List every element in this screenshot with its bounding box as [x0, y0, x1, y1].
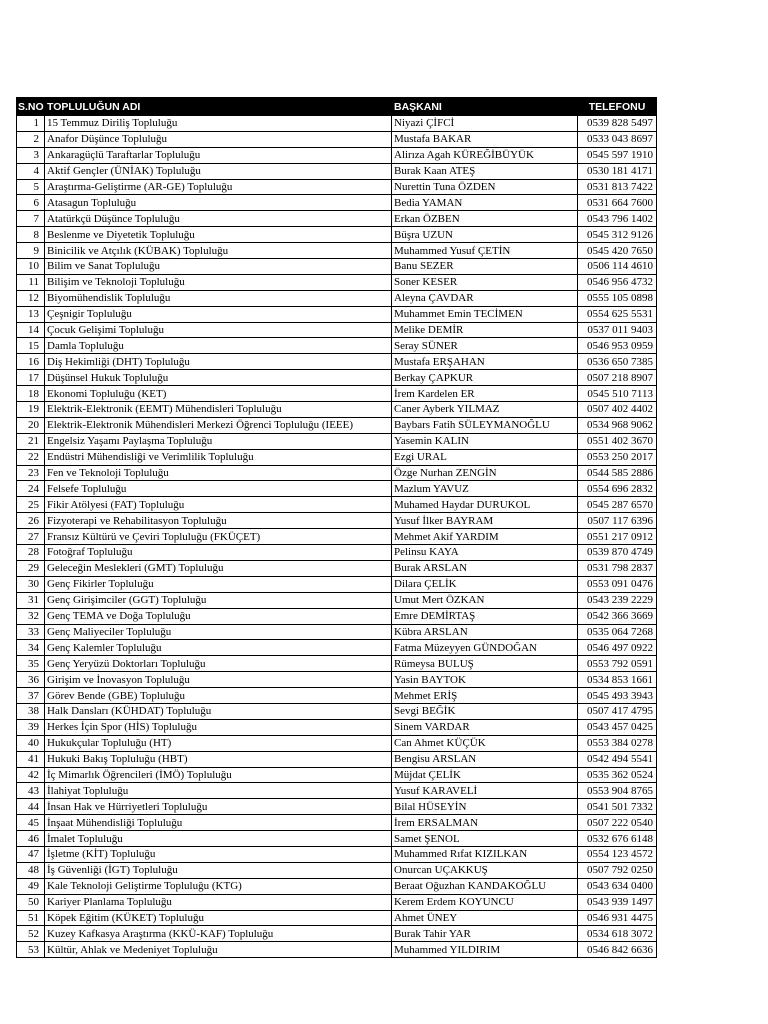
row-number: 27: [17, 529, 45, 545]
row-number: 51: [17, 910, 45, 926]
row-number: 2: [17, 131, 45, 147]
club-name-cell: Genç Maliyeciler Topluluğu: [45, 624, 392, 640]
president-cell: Burak Tahir YAR: [392, 926, 578, 942]
president-cell: Sevgi BEĞİK: [392, 703, 578, 719]
president-cell: Muhammed Rıfat KIZILKAN: [392, 846, 578, 862]
table-row: [17, 497, 657, 513]
club-name-cell: Biyomühendislik Topluluğu: [45, 290, 392, 306]
table-row: [17, 513, 657, 529]
clubs-table: [16, 97, 657, 958]
table-row: [17, 703, 657, 719]
row-number: 35: [17, 656, 45, 672]
club-name-cell: Kale Teknoloji Geliştirme Topluluğu (KTG): [45, 878, 392, 894]
table-row: [17, 783, 657, 799]
table-row: [17, 767, 657, 783]
row-number: 28: [17, 545, 45, 561]
president-cell: Dilara ÇELİK: [392, 576, 578, 592]
phone-cell: 0530 181 4171: [578, 163, 657, 179]
table-row: [17, 243, 657, 259]
table-row: [17, 846, 657, 862]
row-number: 53: [17, 942, 45, 958]
row-number: 41: [17, 751, 45, 767]
president-cell: Baybars Fatih SÜLEYMANOĞLU: [392, 417, 578, 433]
club-name-cell: Damla Topluluğu: [45, 338, 392, 354]
phone-cell: 0531 813 7422: [578, 179, 657, 195]
table-row: [17, 449, 657, 465]
president-cell: Muhammed YILDIRIM: [392, 942, 578, 958]
club-name-cell: İlahiyat Topluluğu: [45, 783, 392, 799]
club-name-cell: Fotoğraf Topluluğu: [45, 545, 392, 561]
president-cell: Mazlum YAVUZ: [392, 481, 578, 497]
phone-cell: 0531 798 2837: [578, 560, 657, 576]
row-number: 24: [17, 481, 45, 497]
table-row: [17, 290, 657, 306]
phone-cell: 0545 510 7113: [578, 386, 657, 402]
president-cell: Kübra ARSLAN: [392, 624, 578, 640]
phone-cell: 0545 597 1910: [578, 147, 657, 163]
president-cell: Özge Nurhan ZENGİN: [392, 465, 578, 481]
phone-cell: 0534 853 1661: [578, 672, 657, 688]
row-number: 18: [17, 386, 45, 402]
club-name-cell: Kuzey Kafkasya Araştırma (KKÜ-KAF) Topluluğu: [45, 926, 392, 942]
table-row: [17, 719, 657, 735]
president-cell: Beraat Oğuzhan KANDAKOĞLU: [392, 878, 578, 894]
table-row: [17, 672, 657, 688]
row-number: 19: [17, 402, 45, 418]
club-name-cell: Kariyer Planlama Topluluğu: [45, 894, 392, 910]
table-row: [17, 910, 657, 926]
president-cell: Pelinsu KAYA: [392, 545, 578, 561]
president-cell: Mustafa ERŞAHAN: [392, 354, 578, 370]
phone-cell: 0507 222 0540: [578, 815, 657, 831]
president-cell: Erkan ÖZBEN: [392, 211, 578, 227]
club-name-cell: İç Mimarlık Öğrencileri (İMÖ) Topluluğu: [45, 767, 392, 783]
club-name-cell: Fikir Atölyesi (FAT) Topluluğu: [45, 497, 392, 513]
phone-cell: 0543 457 0425: [578, 719, 657, 735]
table-row: [17, 545, 657, 561]
phone-cell: 0553 250 2017: [578, 449, 657, 465]
president-cell: Burak Kaan ATEŞ: [392, 163, 578, 179]
club-name-cell: Felsefe Topluluğu: [45, 481, 392, 497]
phone-cell: 0553 384 0278: [578, 735, 657, 751]
president-cell: İrem ERSALMAN: [392, 815, 578, 831]
president-cell: Rümeysa BULUŞ: [392, 656, 578, 672]
club-name-cell: Geleceğin Meslekleri (GMT) Topluluğu: [45, 560, 392, 576]
club-name-cell: İmalet Topluluğu: [45, 831, 392, 847]
president-cell: Can Ahmet KÜÇÜK: [392, 735, 578, 751]
table-row: [17, 481, 657, 497]
row-number: 33: [17, 624, 45, 640]
president-cell: Muhammed Yusuf ÇETİN: [392, 243, 578, 259]
phone-cell: 0546 953 0959: [578, 338, 657, 354]
phone-cell: 0507 417 4795: [578, 703, 657, 719]
row-number: 37: [17, 688, 45, 704]
president-cell: Onurcan UÇAKKUŞ: [392, 862, 578, 878]
president-cell: Ahmet ÜNEY: [392, 910, 578, 926]
club-name-cell: Fransız Kültürü ve Çeviri Topluluğu (FKÜÇET): [45, 529, 392, 545]
table-row: [17, 640, 657, 656]
row-number: 40: [17, 735, 45, 751]
club-name-cell: Atasagun Topluluğu: [45, 195, 392, 211]
president-cell: Fatma Müzeyyen GÜNDOĞAN: [392, 640, 578, 656]
phone-cell: 0542 366 3669: [578, 608, 657, 624]
president-cell: Bilal HÜSEYİN: [392, 799, 578, 815]
club-name-cell: 15 Temmuz Diriliş Topluluğu: [45, 116, 392, 132]
phone-cell: 0535 362 0524: [578, 767, 657, 783]
table-row: [17, 465, 657, 481]
row-number: 5: [17, 179, 45, 195]
table-row: [17, 259, 657, 275]
phone-cell: 0553 091 0476: [578, 576, 657, 592]
row-number: 31: [17, 592, 45, 608]
president-cell: Soner KESER: [392, 274, 578, 290]
president-cell: Yasemin KALIN: [392, 433, 578, 449]
club-name-cell: İnşaat Mühendisliği Topluluğu: [45, 815, 392, 831]
table-row: [17, 799, 657, 815]
table-row: [17, 862, 657, 878]
president-cell: Yasin BAYTOK: [392, 672, 578, 688]
club-name-cell: Endüstri Mühendisliği ve Verimlilik Topluluğu: [45, 449, 392, 465]
club-name-cell: Çeşnigir Topluluğu: [45, 306, 392, 322]
table-row: [17, 131, 657, 147]
phone-cell: 0546 497 0922: [578, 640, 657, 656]
row-number: 39: [17, 719, 45, 735]
table-row: [17, 163, 657, 179]
president-cell: Emre DEMİRTAŞ: [392, 608, 578, 624]
table-row: [17, 386, 657, 402]
table-row: [17, 942, 657, 958]
table-row: [17, 529, 657, 545]
president-cell: İrem Kardelen ER: [392, 386, 578, 402]
table-row: [17, 894, 657, 910]
row-number: 14: [17, 322, 45, 338]
phone-cell: 0555 105 0898: [578, 290, 657, 306]
president-cell: Mehmet Akif YARDIM: [392, 529, 578, 545]
table-row: [17, 688, 657, 704]
row-number: 16: [17, 354, 45, 370]
club-name-cell: Fen ve Teknoloji Topluluğu: [45, 465, 392, 481]
table-row: [17, 195, 657, 211]
row-number: 48: [17, 862, 45, 878]
club-name-cell: Atatürkçü Düşünce Topluluğu: [45, 211, 392, 227]
table-row: [17, 831, 657, 847]
phone-cell: 0546 842 6636: [578, 942, 657, 958]
row-number: 26: [17, 513, 45, 529]
row-number: 42: [17, 767, 45, 783]
row-number: 46: [17, 831, 45, 847]
row-number: 6: [17, 195, 45, 211]
table-header-row: [17, 98, 657, 116]
table-row: [17, 624, 657, 640]
club-name-cell: Çocuk Gelişimi Topluluğu: [45, 322, 392, 338]
row-number: 49: [17, 878, 45, 894]
phone-cell: 0533 043 8697: [578, 131, 657, 147]
phone-cell: 0543 939 1497: [578, 894, 657, 910]
phone-cell: 0543 634 0400: [578, 878, 657, 894]
club-name-cell: Aktif Gençler (ÜNİAK) Topluluğu: [45, 163, 392, 179]
row-number: 8: [17, 227, 45, 243]
row-number: 11: [17, 274, 45, 290]
row-number: 36: [17, 672, 45, 688]
president-cell: Bengisu ARSLAN: [392, 751, 578, 767]
president-cell: Muhammet Emin TECİMEN: [392, 306, 578, 322]
header-sno: S.NO: [17, 98, 45, 116]
row-number: 3: [17, 147, 45, 163]
phone-cell: 0546 956 4732: [578, 274, 657, 290]
table-row: [17, 878, 657, 894]
table-row: [17, 417, 657, 433]
phone-cell: 0554 123 4572: [578, 846, 657, 862]
row-number: 15: [17, 338, 45, 354]
club-name-cell: Binicilik ve Atçılık (KÜBAK) Topluluğu: [45, 243, 392, 259]
table-row: [17, 179, 657, 195]
club-name-cell: Genç Yeryüzü Doktorları Topluluğu: [45, 656, 392, 672]
row-number: 52: [17, 926, 45, 942]
phone-cell: 0534 618 3072: [578, 926, 657, 942]
president-cell: Bedia YAMAN: [392, 195, 578, 211]
table-row: [17, 433, 657, 449]
phone-cell: 0554 625 5531: [578, 306, 657, 322]
table-row: [17, 735, 657, 751]
phone-cell: 0535 064 7268: [578, 624, 657, 640]
club-name-cell: Elektrik-Elektronik Mühendisleri Merkezi Öğrenci Topluluğu (IEEE): [45, 417, 392, 433]
club-name-cell: Genç TEMA ve Doğa Topluluğu: [45, 608, 392, 624]
clubs-sheet: [16, 97, 657, 958]
table-row: [17, 322, 657, 338]
table-row: [17, 560, 657, 576]
phone-cell: 0532 676 6148: [578, 831, 657, 847]
club-name-cell: Hukuki Bakış Topluluğu (HBT): [45, 751, 392, 767]
row-number: 10: [17, 259, 45, 275]
phone-cell: 0536 650 7385: [578, 354, 657, 370]
club-name-cell: Genç Kalemler Topluluğu: [45, 640, 392, 656]
club-name-cell: Herkes İçin Spor (HİS) Topluluğu: [45, 719, 392, 735]
row-number: 43: [17, 783, 45, 799]
club-name-cell: Kültür, Ahlak ve Medeniyet Topluluğu: [45, 942, 392, 958]
president-cell: Nurettin Tuna ÖZDEN: [392, 179, 578, 195]
president-cell: Yusuf KARAVELİ: [392, 783, 578, 799]
table-row: [17, 306, 657, 322]
header-president: BAŞKANI: [392, 98, 578, 116]
phone-cell: 0545 420 7650: [578, 243, 657, 259]
row-number: 12: [17, 290, 45, 306]
phone-cell: 0539 870 4749: [578, 545, 657, 561]
table-row: [17, 274, 657, 290]
phone-cell: 0545 493 3943: [578, 688, 657, 704]
table-row: [17, 751, 657, 767]
club-name-cell: Bilim ve Sanat Topluluğu: [45, 259, 392, 275]
row-number: 47: [17, 846, 45, 862]
phone-cell: 0544 585 2886: [578, 465, 657, 481]
president-cell: Alirıza Agah KÜREĞİBÜYÜK: [392, 147, 578, 163]
club-name-cell: İşletme (KİT) Topluluğu: [45, 846, 392, 862]
row-number: 23: [17, 465, 45, 481]
header-phone: TELEFONU: [578, 98, 657, 116]
table-row: [17, 338, 657, 354]
phone-cell: 0537 011 9403: [578, 322, 657, 338]
president-cell: Seray SÜNER: [392, 338, 578, 354]
club-name-cell: Elektrik-Elektronik (EEMT) Mühendisleri Topluluğu: [45, 402, 392, 418]
phone-cell: 0545 287 6570: [578, 497, 657, 513]
row-number: 44: [17, 799, 45, 815]
president-cell: Kerem Erdem KOYUNCU: [392, 894, 578, 910]
phone-cell: 0507 117 6396: [578, 513, 657, 529]
club-name-cell: Genç Girişimciler (GGT) Topluluğu: [45, 592, 392, 608]
table-row: [17, 608, 657, 624]
table-row: [17, 576, 657, 592]
president-cell: Berkay ÇAPKUR: [392, 370, 578, 386]
phone-cell: 0554 696 2832: [578, 481, 657, 497]
club-name-cell: Fizyoterapi ve Rehabilitasyon Topluluğu: [45, 513, 392, 529]
table-row: [17, 147, 657, 163]
row-number: 17: [17, 370, 45, 386]
president-cell: Yusuf İlker BAYRAM: [392, 513, 578, 529]
phone-cell: 0507 402 4402: [578, 402, 657, 418]
president-cell: Aleyna ÇAVDAR: [392, 290, 578, 306]
president-cell: Büşra UZUN: [392, 227, 578, 243]
phone-cell: 0546 931 4475: [578, 910, 657, 926]
club-name-cell: İnsan Hak ve Hürriyetleri Topluluğu: [45, 799, 392, 815]
table-body: [17, 116, 657, 958]
club-name-cell: Görev Bende (GBE) Topluluğu: [45, 688, 392, 704]
row-number: 34: [17, 640, 45, 656]
president-cell: Niyazi ÇİFCİ: [392, 116, 578, 132]
club-name-cell: Araştırma-Geliştirme (AR-GE) Topluluğu: [45, 179, 392, 195]
row-number: 29: [17, 560, 45, 576]
club-name-cell: Engelsiz Yaşamı Paylaşma Topluluğu: [45, 433, 392, 449]
phone-cell: 0506 114 4610: [578, 259, 657, 275]
club-name-cell: İş Güvenliği (İGT) Topluluğu: [45, 862, 392, 878]
phone-cell: 0553 792 0591: [578, 656, 657, 672]
table-row: [17, 402, 657, 418]
club-name-cell: Bilişim ve Teknoloji Topluluğu: [45, 274, 392, 290]
phone-cell: 0543 796 1402: [578, 211, 657, 227]
row-number: 4: [17, 163, 45, 179]
president-cell: Mehmet ERİŞ: [392, 688, 578, 704]
row-number: 21: [17, 433, 45, 449]
row-number: 30: [17, 576, 45, 592]
president-cell: Ezgi URAL: [392, 449, 578, 465]
club-name-cell: Beslenme ve Diyetetik Topluluğu: [45, 227, 392, 243]
phone-cell: 0542 494 5541: [578, 751, 657, 767]
phone-cell: 0545 312 9126: [578, 227, 657, 243]
row-number: 22: [17, 449, 45, 465]
president-cell: Melike DEMİR: [392, 322, 578, 338]
table-row: [17, 656, 657, 672]
club-name-cell: Ankaragüçlü Taraftarlar Topluluğu: [45, 147, 392, 163]
phone-cell: 0553 904 8765: [578, 783, 657, 799]
row-number: 9: [17, 243, 45, 259]
table-row: [17, 370, 657, 386]
row-number: 25: [17, 497, 45, 513]
club-name-cell: Düşünsel Hukuk Topluluğu: [45, 370, 392, 386]
row-number: 50: [17, 894, 45, 910]
phone-cell: 0507 218 8907: [578, 370, 657, 386]
table-row: [17, 116, 657, 132]
club-name-cell: Anafor Düşünce Topluluğu: [45, 131, 392, 147]
phone-cell: 0551 402 3670: [578, 433, 657, 449]
phone-cell: 0507 792 0250: [578, 862, 657, 878]
table-row: [17, 815, 657, 831]
phone-cell: 0539 828 5497: [578, 116, 657, 132]
club-name-cell: Halk Dansları (KÜHDAT) Topluluğu: [45, 703, 392, 719]
club-name-cell: Ekonomi Topluluğu (KET): [45, 386, 392, 402]
phone-cell: 0534 968 9062: [578, 417, 657, 433]
table-row: [17, 354, 657, 370]
row-number: 13: [17, 306, 45, 322]
president-cell: Caner Ayberk YILMAZ: [392, 402, 578, 418]
president-cell: Umut Mert ÖZKAN: [392, 592, 578, 608]
table-row: [17, 592, 657, 608]
header-club-name: TOPLULUĞUN ADI: [45, 98, 392, 116]
president-cell: Müjdat ÇELİK: [392, 767, 578, 783]
row-number: 32: [17, 608, 45, 624]
president-cell: Muhamed Haydar DURUKOL: [392, 497, 578, 513]
phone-cell: 0541 501 7332: [578, 799, 657, 815]
president-cell: Samet ŞENOL: [392, 831, 578, 847]
president-cell: Burak ARSLAN: [392, 560, 578, 576]
table-row: [17, 211, 657, 227]
row-number: 20: [17, 417, 45, 433]
phone-cell: 0543 239 2229: [578, 592, 657, 608]
phone-cell: 0551 217 0912: [578, 529, 657, 545]
president-cell: Mustafa BAKAR: [392, 131, 578, 147]
club-name-cell: Hukukçular Topluluğu (HT): [45, 735, 392, 751]
row-number: 45: [17, 815, 45, 831]
row-number: 7: [17, 211, 45, 227]
table-row: [17, 926, 657, 942]
club-name-cell: Girişim ve İnovasyon Topluluğu: [45, 672, 392, 688]
phone-cell: 0531 664 7600: [578, 195, 657, 211]
row-number: 1: [17, 116, 45, 132]
row-number: 38: [17, 703, 45, 719]
club-name-cell: Genç Fikirler Topluluğu: [45, 576, 392, 592]
president-cell: Sinem VARDAR: [392, 719, 578, 735]
club-name-cell: Köpek Eğitim (KÜKET) Topluluğu: [45, 910, 392, 926]
president-cell: Banu SEZER: [392, 259, 578, 275]
club-name-cell: Diş Hekimliği (DHT) Topluluğu: [45, 354, 392, 370]
table-row: [17, 227, 657, 243]
